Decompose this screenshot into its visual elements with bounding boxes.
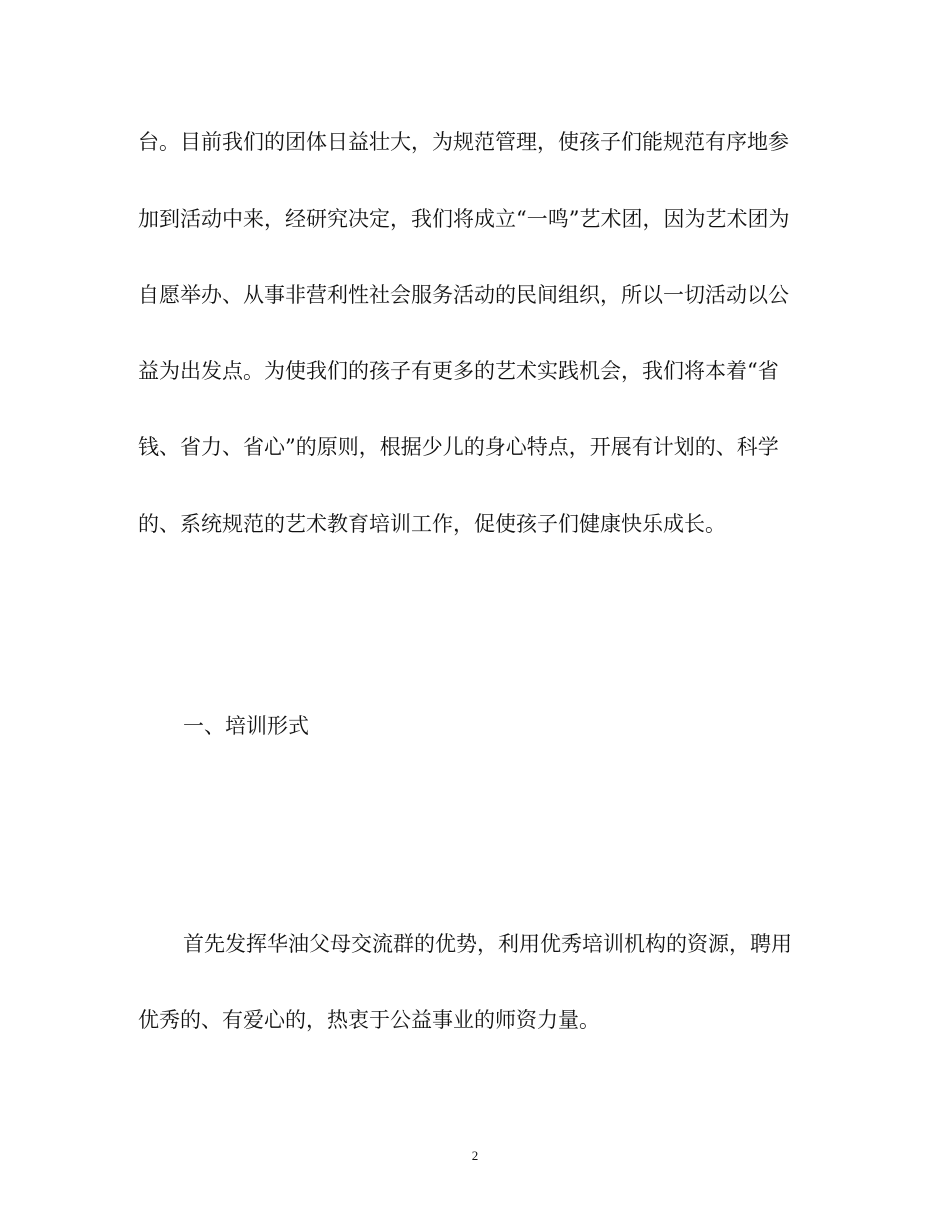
section-heading: 一、培训形式 [183,714,309,738]
paragraph-line: 益为出发点。为使我们的孩子有更多的艺术实践机会，我们将本着“省 [138,359,779,383]
paragraph-line: 自愿举办、从事非营利性社会服务活动的民间组织，所以一切活动以公 [138,283,789,307]
paragraph-line: 的、系统规范的艺术教育培训工作，促使孩子们健康快乐成长。 [138,512,726,536]
page-number: 2 [471,1148,479,1163]
paragraph-line: 台。目前我们的团体日益壮大，为规范管理，使孩子们能规范有序地参 [138,130,789,154]
paragraph-line: 钱、省力、省心”的原则，根据少儿的身心特点，开展有计划的、科学 [138,435,779,459]
paragraph-line: 优秀的、有爱心的，热衷于公益事业的师资力量。 [138,1008,600,1032]
paragraph-line: 首先发挥华油父母交流群的优势，利用优秀培训机构的资源，聘用 [183,932,792,956]
paragraph-line: 加到活动中来，经研究决定，我们将成立“一鸣”艺术团，因为艺术团为 [138,207,790,231]
